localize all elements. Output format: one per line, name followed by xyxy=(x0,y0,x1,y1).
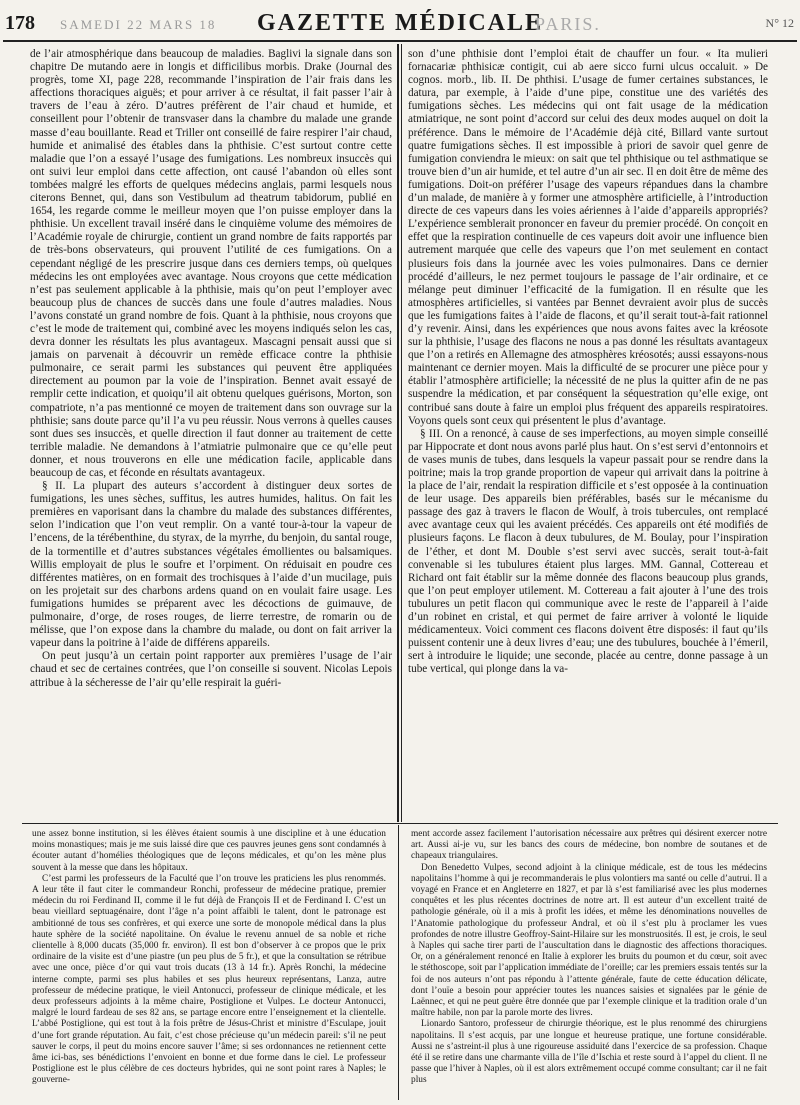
column-divider-thin xyxy=(401,44,402,822)
paragraph: ment accorde assez facilement l’autorisation nécessaire aux prêtres qui désirent exercer notre art. Aussi ai-je vu, sur les bancs des cours de médecine, bon nombre de soutanes et de chapeaux triangulaires. xyxy=(411,829,767,862)
paragraph: On peut jusqu’à un certain point rapporter aux premières l’usage de l’air chaud et sec de certaines contrées, que l’on conseille si souvent. Nicolas Lepois attribue à la sécheresse de l’air qu’elle respirait la guéri- xyxy=(30,650,392,689)
header-rule xyxy=(3,40,797,42)
paragraph: C’est parmi les professeurs de la Faculté que l’on trouve les praticiens les plus renommés. A leur tête il faut citer le commandeur Ronchi, professeur de médecine pratique, premier médecin du roi Ferdinand II, comme il le fut déjà de François II et de Ferdinand I. C’est un beau vieillard septuagénaire, dont l’âge n’a point affaibli le talent, dont le patronage est ambitionné de tous ses confrères, et qui exerce une sorte de monopole médical dans la plus haute sphère de la société napolitaine. On évalue le revenu annuel de sa noble et riche clientelle à 8,000 ducats (35,000 fr. environ). Il est bon d’observer à ce propos que le prix ordinaire de la visite est d’une piastre (un peu plus de 5 fr.), et que la consultation se rétribue avec une once, pièce d’or qui vaut trois ducats (13 à 14 fr.). Après Ronchi, la médecine interne compte, parmi ses plus habiles et ses plus heureux représentans, Lanza, autre professeur de médecine pratique, le vieil Antonucci, professeur de clinique médicale, et les deux professeurs adjoints à la même chaire, Postiglione et Vulpes. Le docteur Antonucci, malgré le lourd fardeau de ses 82 ans, se partage encore entre l’enseignement et la clientelle. L’abbé Postiglione, qui est tout à la fois prêtre de Jésus-Christ et ministre d’Esculape, jouit d’une fort grande réputation. Au fait, c’est chose précieuse qu’un médecin pareil: s’il ne peut sauver le corps, il peut du moins encore sauver l’âme; si ses ordonnances ne retiennent cette âme ici-bas, ses bénédictions l’envoient en bonne et due forme dans le ciel. Le professeur Postiglione est le plus célèbre de ces docteurs hybrides, qui ne sont point rares à Naples; le gouverne- xyxy=(32,873,386,1086)
bleed-through-date: SAMEDI 22 MARS 18 xyxy=(60,17,217,32)
paragraph: une assez bonne institution, si les élèves étaient soumis à une discipline et à une éducation moins monastiques; mais je me suis laissé dire que ces pauvres jeunes gens sont condamnés à écouter autant d’homélies théologiques que de leçons médicales, et qu’on les mène plus souvent à la messe que dans les hôpitaux. xyxy=(32,829,386,873)
feuilleton-column-left xyxy=(32,829,386,1099)
paragraph: Don Benedetto Vulpes, second adjoint à la clinique médicale, est de tous les médecins napolitains l’homme à qui je recommanderais le plus volontiers ma santé ou celle d’autrui. Il a voyagé en France et en Angleterre en 1827, et par là s’est familiarisé avec les plus modernes conquêtes et les plus récentes doctrines de notre art. Il est auteur d’un excellent traité de pathologie générale, où il a mis à profit les idées, et même les dénominations nouvelles de l’Anatomie pathologique du professeur Andral, et où il s’est plu à proclamer les vues profondes de notre illustre Geoffroy-Saint-Hilaire sur les monstruosités. Il est, je crois, le seul à Naples qui sache tirer parti de l’auscultation dans le diagnostic des affections thoraciques. Or, on a généralement renoncé en Italie à explorer les bruits du poumon et du cœur, soit avec le stéthoscope, soit par l’application immédiate de l’oreille; car les premiers essais tentés sur la foi de nos auteurs n’ont pas répondu à l’attente générale, faute de cette éducation délicate, dont l’ouïe a besoin pour apprécier toutes les nuances saisies et signalées par le génie de Laënnec, et qui ne peut guère être donnée que par l’exemple clinique et la tradition orale d’un maître habile, non par la parole morte des livres. xyxy=(411,862,767,1019)
paragraph: § III. On a renoncé, à cause de ses imperfections, au moyen simple conseillé par Hippocrate et dont nous avons parlé plus haut. On s’est servi d’entonnoirs et de vases munis de tubes, dans lesquels la vapeur passait pour se rendre dans la poitrine; mais la trop grande proportion de vapeur qui arrivait dans la poitrine à la place de l’air, rendait la respiration difficile et s’est opposée à la continuation de leur usage. Des appareils bien préférables, basés sur le mécanisme du passage des gaz à travers le flacon de Woulf, à trois tubercules, ont remplacé avec avantage ceux qui les avaient précédés. Ces appareils ont été modifiés de plusieurs façons. Le flacon à deux tubulures, de M. Boulay, pour l’inspiration de l’éther, et dont M. Double s’est servi avec succès, serait tout-à-fait convenable si les tubulures étaient plus larges. MM. Gannal, Cottereau et Richard ont fait établir sur la même donnée des flacons beaucoup plus grands, que l’on peut employer utilement. M. Cottereau a fait ajouter à l’une des trois tubulures un petit flacon qui communique avec le reste de l’appareil à l’aide d’un robinet en cristal, et qui permet de faire arriver à volonté le liquide médicamenteux. Voici comment ces flacons doivent être disposés: il faut qu’ils puissent contenir une à deux livres d’eau; une des tubulures, bouchée à l’émeril, sert à introduire le liquide; une seconde, placée au centre, donne passage à un tube vertical, qui plonge dans la va- xyxy=(408,427,768,676)
article-column-right xyxy=(408,48,768,818)
paragraph: § II. La plupart des auteurs s’accordent à distinguer deux sortes de fumigations, les unes sèches, suffitus, les autres humides, halitus. On fait les premières en vaporisant dans la chambre du malade des substances différentes, selon l’indication que l’on veut remplir. On a vanté tour-à-tour la vapeur de l’encens, de la térébenthine, du styrax, de la myrrhe, du benjoin, du santal rouge, de la tormentille et d’autres substances végétales émollientes ou balsamiques. Willis employait de plus le soufre et l’orpiment. On réduisait en poudre ces différentes matières, on en formait des trochisques à l’aide d’un mucilage, puis on les projetait sur des charbons ardens quand on en voulait faire usage. Les fumigations humides se préparent avec les décoctions de guimauve, de pulmonaire, d’orge, de roses rouges, de lierre terrestre, de romarin ou de mélisse, que l’on expose dans la chambre du malade, ou dont on fait arriver la vapeur dans la poitrine à l’aide de différens appareils. xyxy=(30,480,392,650)
feuilleton-column-right xyxy=(411,829,767,1099)
paragraph: son d’une phthisie dont l’emploi était de chauffer un four. « Ita mulieri fornacariæ phthisicæ contigit, cui ab aere sicco furni ulcus occaluit. » De cognos. morb., lib. II. De phthisi. L’usage de fumer certaines substances, le datura, par exemple, à l’aide d’une pipe, constitue une des variétés des fumigations sèches. Les médecins qui ont fait usage de la médication atmiatrique, ne sont point d’accord sur celui des deux modes auquel on doit la préférence. Dans le mémoire de l’Académie déjà cité, Billard vante surtout quatre fumigations sèches. Il est impossible à priori de savoir quel genre de fumigation conviendra le mieux: on sait que tel phthisique ou tel asthmatique se trouve bien d’un air humide, et tel autre d’un air sec. Il en doit être de même des fumigations. Doit-on préférer l’usage des vapeurs répandues dans la chambre d’un malade, de manière à y former une atmosphère artificielle, à l’introduction directe de ces vapeurs dans les voies aériennes à l’aide d’appareils appropriés? L’expérience semblerait prononcer en faveur du premier procédé. On conçoit en effet que la respiration continuelle de ces vapeurs doit avoir une influence bien autrement marquée que celle des vapeurs que l’on met seulement en contact plusieurs fois dans la journée avec les voies pulmonaires. Dans ce dernier procédé d’ailleurs, le nez permet toujours le passage de l’air ordinaire, et ce mélange peut diminuer l’efficacité de la fumigation. Il en résulte que les atmosphères artificielles, si vantées par Bennet devraient avoir plus de succès que les fumigations faites à l’aide de flacons, et qu’il serait tout-à-fait rationnel d’y revenir. Ainsi, dans les expériences que nous avons faites avec la kréosote sur la phthisie, l’usage des flacons ne nous a pas donné les résultats avantageux que l’on a retirés en Allemagne des atmosphères kréosotés; aussi essayons-nous maintenant ce dernier moyen. Mais la difficulté de se procurer une pièce pour y établir l’atmosphère artificielle; la nécessité de ne plus la quitter afin de ne pas suspendre la médication, et par conséquent la séquestration qu’elle exige, ont contribué sans doute à faire un emploi plus fréquent des appareils respiratoires. Voyons quels sont ceux qui présentent le plus d’avantage. xyxy=(408,48,768,427)
page-header xyxy=(0,8,800,38)
article-column-left xyxy=(30,48,392,818)
issue-number: N° 12 xyxy=(765,16,794,30)
paragraph: de l’air atmosphérique dans beaucoup de maladies. Baglivi la signale dans son chapitre De mutando aere in longis et difficilibus morbis. Drake (Journal des progrès, tome XI, page 228, recommande l’inspiration de l’air frais dans les affections thoraciques aiguës; et pour arriver à ce résultat, il fait passer l’air à travers de l’eau à zéro. D’autres préfèrent de l’air chaud et humide, et conseillent pour l’obtenir de transvaser dans la chambre du malade une grande masse d’eau bouillante. Read et Triller ont conseillé de faire respirer l’air chaud, humide et animalisé des étables dans la phthisie. C’est surtout contre cette maladie que l’on a essayé l’usage des fumigations. Les nombreux insuccès qui ont suivi leur emploi dans cette affection, ont causé l’abandon où elles sont tombées malgré les efforts de quelques médecins anglais, parmi lesquels nous citerons Bennet, qui, dans son Vestibulum ad theatrum tabidorum, publié en 1654, les regarde comme le meilleur moyen que l’on puisse employer dans la phthisie. Un excellent travail inséré dans le cinquième volume des mémoires de l’Académie royale de chirurgie, contient un grand nombre de faits rapportés par de très-bons observateurs, qui prouvent l’utilité de ces fumigations. On a cependant négligé de les prescrire jusque dans ces derniers temps, où quelques médecins les ont employées avec avantage. Nous croyons que cette médication n’est pas seulement applicable à la phthisie, mais qu’on peut l’employer avec beaucoup plus de chances de succès dans une foule d’autres maladies. Nous l’avons constaté un grand nombre de fois. Quant à la phthisie, nous croyons que c’est le mode de traitement qui, combiné avec les moyens indiqués selon les cas, devra donner les résultats les plus avantageux. Mascagni pensait aussi que si jamais on parvenait à découvrir un remède efficace contre la phthisie pulmonaire, ce serait parmi les substances qui peuvent être appliquées directement au poumon par la voie de l’inspiration. Bennet avait essayé de remplir cette indication, et quoiqu’il ait obtenu quelques guérisons, Morton, son compatriote, n’a pas mentionné ce moyen de traitement dans son ouvrage sur la phthisie; sans doute parce qu’il l’a vu peu réussir. Nous verrons à quelles causes sont dues ses insuccès, et quelle direction il faut donner au traitement de cette terrible maladie. Ne demandons à l’atmiatrie pulmonaire que ce qu’elle peut donner, et nous trouverons en elle une médication facile, applicable dans beaucoup de cas, et féconde en résultats avantageux. xyxy=(30,48,392,479)
feuilleton-divider xyxy=(398,825,399,1100)
feuilleton-rule xyxy=(22,823,778,824)
paragraph: Lionardo Santoro, professeur de chirurgie théorique, est le plus renommé des chirurgiens napolitains. Il s’est acquis, par une longue et heureuse pratique, une fortune considérable. Aussi ne s’astreint-il plus à une rigoureuse assiduité dans l’exercice de sa profession. Chaque été il se retire dans une charmante villa de l’île d’Ischia et reste sourd à l’appel du client. Il ne passe que l’hiver à Naples, où il est alors extrêmement occupé comme consultant; car il ne fait plus xyxy=(411,1019,767,1086)
column-divider xyxy=(397,44,399,822)
page-number: 178 xyxy=(5,12,35,34)
masthead-title: GAZETTE MÉDICALE xyxy=(256,10,544,36)
bleed-through-city: PARIS. xyxy=(535,14,601,34)
